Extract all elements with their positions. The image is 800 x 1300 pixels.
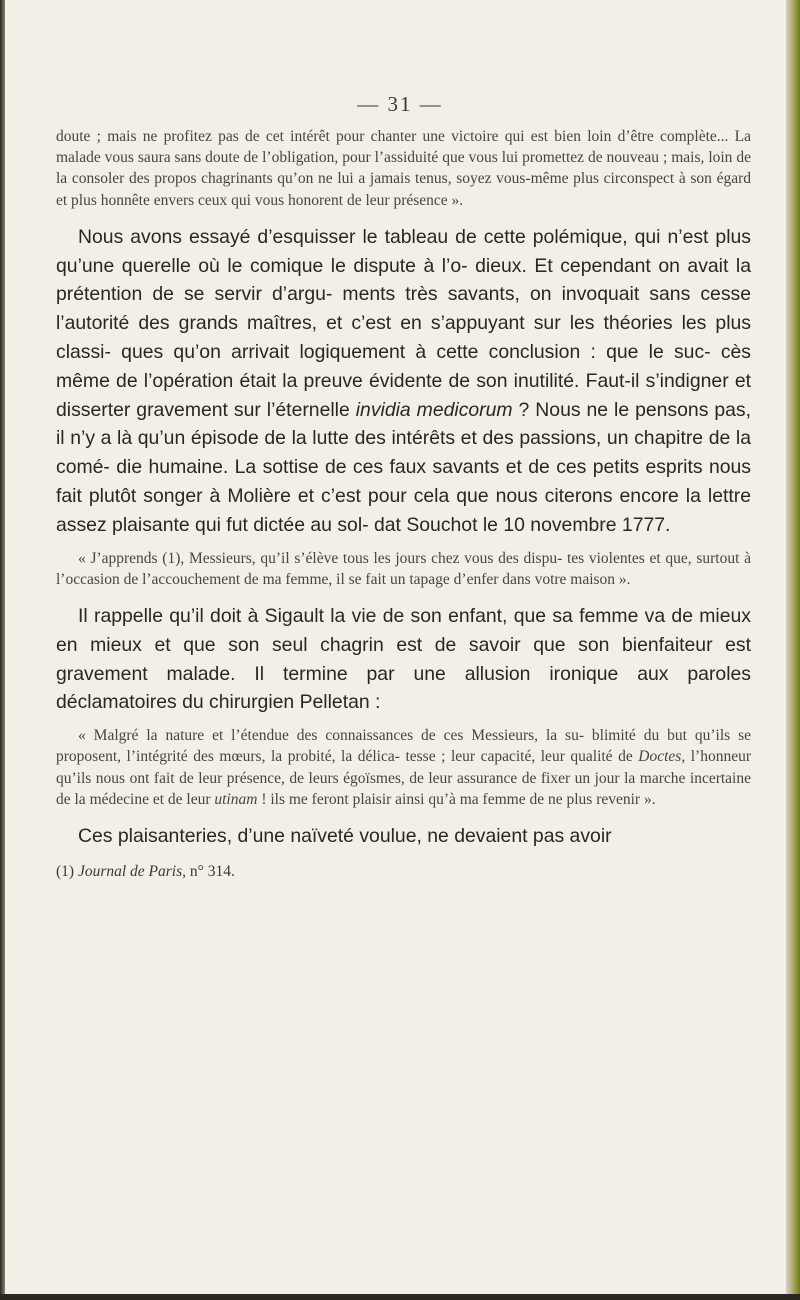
paragraph-plaisanteries: Ces plaisanteries, d’une naïveté voulue, ne devaient pas avoir xyxy=(78,824,612,847)
page-number: — 31 — xyxy=(357,92,443,116)
footnote-marker: (1) xyxy=(56,862,78,880)
paragraph-polemique xyxy=(56,223,751,540)
footnote-number: , n° 314. xyxy=(182,862,235,880)
paragraph-polemique-italic: invidia medicorum xyxy=(355,398,513,421)
quote-pelletan-text-end: ! ils me feront plaisir ainsi qu’à ma femme de ne plus revenir ». xyxy=(257,790,656,808)
quote-pelletan-text-mid: , l’honneur qu’ils nous ont fait de leur présence, de leurs égoïsmes, de leur assurance de fixer un jour la marche incertaine de la médecine et de leur xyxy=(56,748,751,808)
paragraph-polemique-text: Nous avons essayé d’esquisser le tableau de cette polémique, qui n’est plus qu’une querelle où le comique le dispute à l’o- dieux. Et cependant on avait la prétention de se servir d’argu- ments très savants, on invoquait sans cesse l’autorité des grands maîtres, et c’est en s’appuyant sur les théories les plus classi- ques qu’on arrivait logiquement à cette conclusion : que le suc- cès même de l’opération était la preuve évidente de son inutilité. Faut-il s’indigner et disserter gravement sur l’éternelle xyxy=(56,225,751,421)
quote-pelletan-italic-doctes: Doctes xyxy=(638,748,682,766)
page-right-edge xyxy=(786,0,800,1300)
quote-souchot-letter: « J’apprends (1), Messieurs, qu’il s’élève tous les jours chez vous des dispu- tes violentes et que, surtout à l’occasion de l’accouchement de ma femme, il se fait un tapage d’enfer dans votre maison ». xyxy=(56,549,751,588)
paragraph-sigault: Il rappelle qu’il doit à Sigault la vie de son enfant, que sa femme va de mieux en mieux et que son seul chagrin est de savoir que son bienfaiteur est gravement malade. Il termine par une allusion ironique aux paroles déclamatoires du chirurgien Pelletan : xyxy=(56,604,751,714)
quote-pelletan-text: « Malgré la nature et l’étendue des connaissances de ces Messieurs, la su- blimité du but qu’ils se proposent, l’intégrité des mœurs, la probité, la délica- tesse ; leur capacité, leur qualité de xyxy=(56,727,751,766)
quote-pelletan xyxy=(56,725,751,810)
quote-continuation: doute ; mais ne profitez pas de cet intérêt pour chanter une victoire qui est bien loin d’être complète... La malade vous saura sans doute de l’obligation, pour l’assiduité que vous lui promettez de nouveau ; mais, loin de la consoler des propos chagrinants qu’on ne lui a jamais tenus, soyez vous-même plus circonspect à son égard et plus honnête envers ceux qui vous honorent de leur présence ». xyxy=(56,128,751,209)
page-left-edge xyxy=(0,0,5,1300)
paragraph-polemique-text-end: ? Nous ne le pensons pas, il n’y a là qu’un épisode de la lutte des intérêts et des passions, un chapitre de la comé- die humaine. La sottise de ces faux savants et de ces petits esprits nous fait plutôt songer à Molière et c’est pour cela que nous citerons encore la lettre assez plaisante qui fut dictée au sol- dat Souchot le 10 novembre 1777. xyxy=(56,398,752,536)
quote-pelletan-italic-utinam: utinam xyxy=(214,790,258,808)
footnote-source: Journal de Paris xyxy=(77,862,183,880)
page-bottom-edge xyxy=(0,1294,800,1300)
footnote xyxy=(56,861,751,883)
page-body xyxy=(56,92,751,883)
